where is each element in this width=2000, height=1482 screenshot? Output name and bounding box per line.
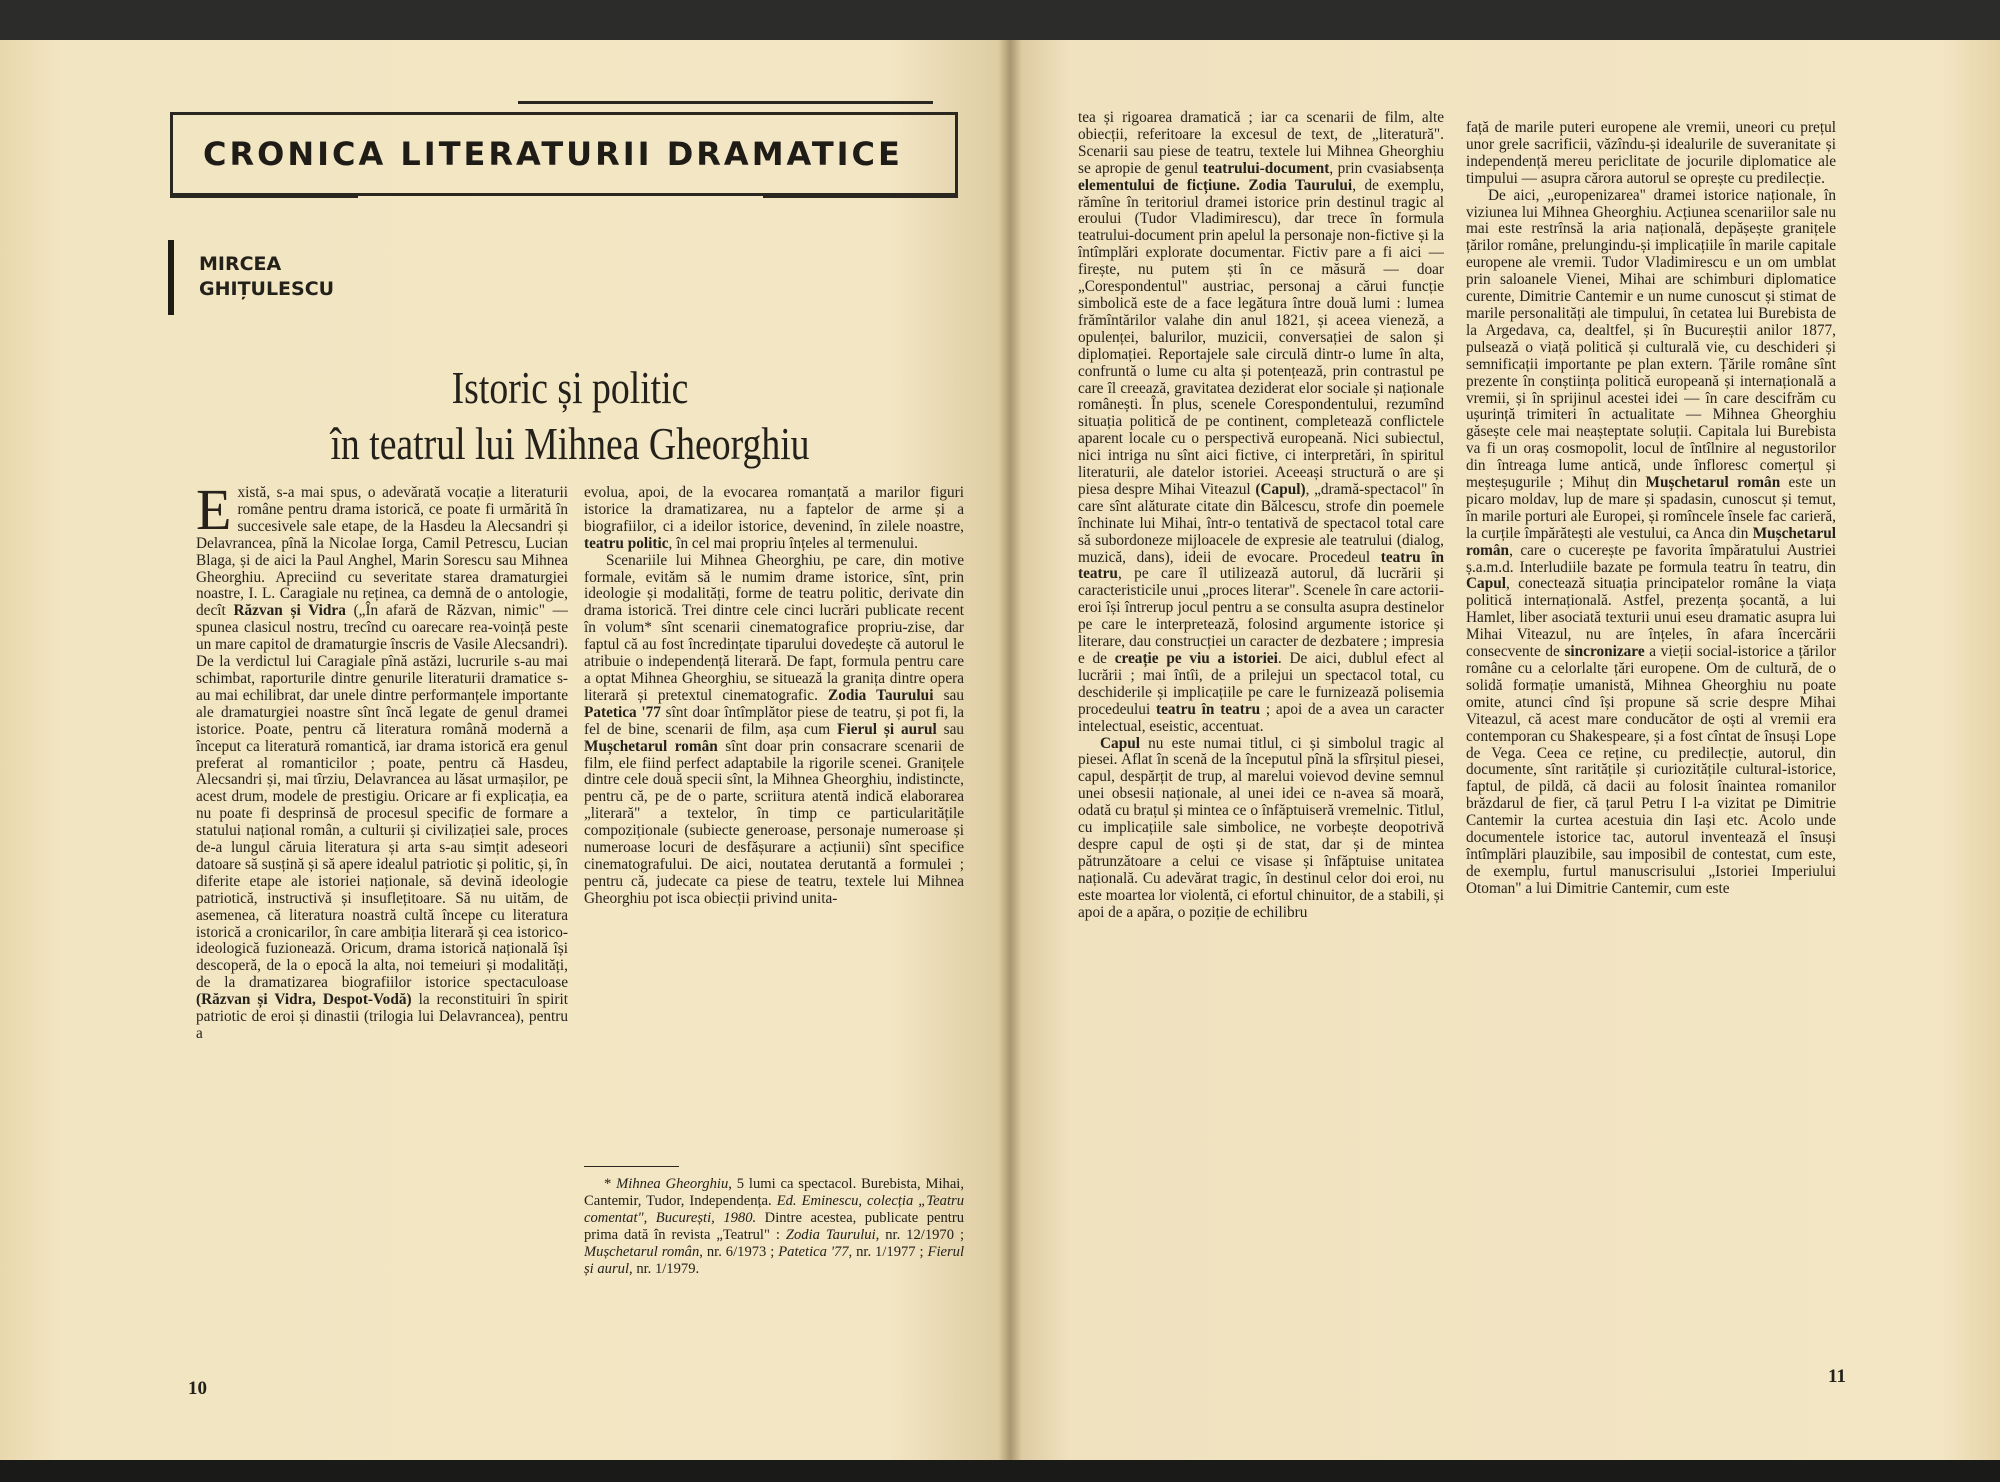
header-bottom-rule-right xyxy=(763,195,958,198)
binding-top-edge xyxy=(0,0,2000,40)
footnote-rule xyxy=(584,1166,679,1167)
header-bottom-rule-left xyxy=(170,195,358,198)
section-header-box xyxy=(170,112,958,196)
text-column-3 xyxy=(1078,110,1444,1340)
text-column-4 xyxy=(1466,120,1836,1340)
page-number-left: 10 xyxy=(188,1378,207,1399)
article-title xyxy=(316,360,824,472)
header-top-rule xyxy=(518,101,933,104)
footnote-text: * Mihnea Gheorghiu, 5 lumi ca spectacol. Burebista, Mihai, Cantemir, Tudor, Independența. Ed. Eminescu, colecția „Teatru comentat", București, 1980. Dintre acestea, publicate pentru prima dată în revista „Teatrul" : Zodia Taurului, nr. 12/1970 ; Mușchetarul român, nr. 6/1973 ; Patetica '77, nr. 1/1977 ; Fierul și aurul, nr. 1/1979. xyxy=(584,1176,964,1277)
author-bar xyxy=(168,240,174,315)
paragraph: De aici, „europenizarea" dramei istorice naționale, în viziunea lui Mihnea Gheorghiu. Acțiunea scenariilor sale nu mai este restrînsă la aria națională, depășește granițele țărilor române, prelungindu-și implicațiile în marile capitale europene ale vremii. Tudor Vladimirescu e un om umblat prin saloanele Vienei, Mihai are schimburi diplomatice curente, Dimitrie Cantemir e un nume cunoscut și stimat de marile personalități ale timpului, în cetatea lui Burebista de la Argedava, ca, dealtfel, și în Bucureștii anilor 1877, pulsează o viață politică și culturală vie, cu deschideri și semnificații importante pe plan extern. Țările române sînt prezente în conștiința politică europeană și internațională a vremii, și în sprijinul acestei idei — în care descifrăm cu ușurință trimiteri în actualitate — Mihnea Gheorghiu găsește cele mai neașteptate soluții. Capitala lui Burebista va fi un oraș cosmopolit, locul de întîlnire al negustorilor din întreaga lume antică, unde înfloresc comerțul și meșteșugurile ; Mihuț din Mușchetarul român este un picaro moldav, lup de mare și spadasin, cunoscut și temut, în marile porturi ale Europei, și romîncele însele fac carieră, la curțile împărătești ale vestului, ca Anca din Mușchetarul român, care o cucerește pe favorita împăratului Austriei ș.a.m.d. Interludiile bazate pe formula teatru în teatru, din Capul, conectează situația principatelor române la viața politică internațională. Astfel, prezența șocantă, a lui Hamlet, liber asociată texturii unui eseu dramatic asupra lui Mihai Viteazul, nu are înțeles, în afara încercării consecvente de sincronizare a vieții social-istorice a țărilor române cu a celorlalte țări europene. Om de cultură, de o solidă formație umanistă, Mihnea Gheorghiu nu poate omite, atunci cînd își propune să scrie despre Mihai Viteazul, că acest mare conducător de oști al vremii era contemporan cu Shakespeare, și a fost cîntat de însuși Lope de Vega. Ceea ce reține, cu predilecție, autorul, din documente, sînt raritățile și curiozitățile cultural-istorice, faptul, de pildă, că dacii au folosit înaintea romanilor brăzdarul de fier, că țarul Petru I l-a vizitat pe Dimitrie Cantemir la curtea acestuia din Iași etc. Acolo unde documentele istorice tac, autorul inventează el însuși întîmplări plauzibile, sau imposibil de contestat, cum este, de exemplu, furtul manuscrisului „Istoriei Imperiului Otoman" a lui Dimitrie Cantemir, cum este xyxy=(1466,186,1836,897)
paragraph: Există, s-a mai spus, o adevărată vocație a literaturii române pentru drama istorică, ce poate fi urmărită în succesivele sale etape, de la Hasdeu la Alecsandri și Delavrancea, pînă la Nicolae Iorga, Camil Petrescu, Lucian Blaga, și de aici la Paul Anghel, Marin Sorescu sau Mihnea Gheorghiu. Apreciind cu severitate starea dramaturgiei noastre, I. L. Caragiale nu reținea, ca demnă de o antologie, decît Răzvan și Vidra („În afară de Răzvan, nimic" — spunea clasicul nostru, trecînd cu oarecare rea-voință peste un mare capitol de dramaturgie înscris de Vasile Alecsandri). De la verdictul lui Caragiale pînă astăzi, lucrurile s-au mai schimbat, raporturile dintre genurile literaturii dramatice s-au mai echilibrat, dar unele dintre performanțele importante ale dramaturgiei noastre sînt încă legate de genul dramei istorice. Poate, pentru că literatura română modernă a început ca literatură romantică, iar drama istorică era genul preferat al romanticilor ; poate, pentru că Hasdeu, Alecsandri și, mai tîrziu, Delavrancea au lăsat urmașilor, pe acest drum, modele de prestigiu. Oricare ar fi explicația, ea nu poate fi desprinsă de procesul specific de formare a statului național român, a culturii și civilizației sale, proces de-a lungul căruia literatura și arta s-au simțit adeseori datoare să susțină și să apere idealul patriotic și politic, și, în diferite etape ale istoriei naționale, să devină ideologie patriotică, instructivă și insuflețitoare. Să nu uităm, de asemenea, că literatura noastră cultă începe cu literatura istorică a cronicarilor, în care ambiția literară și cea istorico-ideologică fuzionează. Oricum, drama istorică națională își descoperă, de la o epocă la alta, noi temeiuri și modalități, de la dramatizarea biografiilor istorice spectaculoase (Răzvan și Vidra, Despot-Vodă) la reconstituiri în spirit patriotic de eroi și dinastii (trilogia lui Delavrancea), pentru a xyxy=(196,485,568,1042)
author-last-name: GHIȚULESCU xyxy=(199,278,335,300)
page-number-right: 11 xyxy=(1828,1366,1846,1387)
paragraph: tea și rigoarea dramatică ; iar ca scenarii de film, alte obiecții, referitoare la excesul de text, de „literatură". Scenarii sau piese de teatru, textele lui Mihnea Gheorghiu se apropie de genul teatrului-document, prin cvasiabsența elementului de ficțiune. Zodia Taurului, de exemplu, rămîne în teritoriul dramei istorice prin destinul tragic al eroului (Tudor Vladimirescu), dar trece în formula teatrului-document prin apelul la personaje non-fictive și la întîmplări explorate documentar. Fictiv pare a fi aici — firește, nu putem ști în ce măsură — doar „Corespondentul" austriac, personaj a cărui funcție simbolică este de a face legătura între două lumi : lumea frămîntărilor valahe din anul 1821, și aceea vieneză, a opulenței, balurilor, muzicii, conversației de salon și diplomației. Reportajele sale circulă dintr-o lume în alta, confruntă o lume cu alta și potențează, prin contrastul pe care îl creează, gravitatea deziderat elor sociale și naționale românești. În plus, scenele Corespondentului, rezumînd situația politică de pe continent, completează conflictele aparent locale cu o perspectivă europeană. Nici subiectul, nici intriga nu sînt aici fictive, ci interpretări, în spiritul literaturii, ale datelor istoriei. Aceeași structură o are și piesa despre Mihai Viteazul (Capul), „dramă-spectacol" în care sînt alăturate citate din Bălcescu, strofe din poemele închinate lui Mihai, într-o tentativă de spectacol total care să subordoneze mijloacele de expresie ale teatrului (dialog, muzică, dans), ideii de evocare. Procedeul teatru în teatru, pe care îl utilizează autorul, dă lucrării și caracteristicile unui „proces literar". Scenele în care actorii-eroi își întrerup jocul pentru a se consulta asupra destinelor pe care le interpretează, folosind argumente istorice și literare, dau construcției un caracter de dezbatere ; impresia e de creație pe viu a istoriei. De aici, dublul efect al lucrării ; mai întîi, de a prilejui un spectacol total, cu deschiderile și implicațiile pe care le furnizează polisemia procedeului teatru în teatru ; apoi de a avea un caracter intelectual, eseistic, accentuat. xyxy=(1078,110,1444,735)
bottom-edge xyxy=(0,1460,2000,1482)
article-title-line2: în teatrul lui Mihnea Gheorghiu xyxy=(330,418,810,469)
article-title-line1: Istoric și politic xyxy=(451,362,689,413)
paragraph: evolua, apoi, de la evocarea romanțată a marilor figuri istorice la dramatizarea, nu a faptelor de arme și a biografiilor, ci a ideilor istorice, devenind, în zilele noastre, teatru politic, în cel mai propriu înțeles al termenului. xyxy=(584,485,964,552)
text-column-2 xyxy=(584,485,964,1165)
drop-cap: E xyxy=(196,485,232,542)
author-first-name: MIRCEA xyxy=(199,253,282,275)
paragraph: Scenariile lui Mihnea Gheorghiu, pe care, din motive formale, evităm să le numim drame istorice, sînt, prin ideologie și modalități, forme de teatru politic, derivate din drama istorică. Trei dintre cele cinci lucrări publicate recent în volum* sînt scenarii cinematografice propriu-zise, dar faptul că au fost încredințate tiparului dovedește că autorul le atribuie o independență literară. De fapt, formula pentru care a optat Mihnea Gheorghiu, se situează la granița dintre opera literară și pretextul cinematografic. Zodia Taurului sau Patetica '77 sînt doar întîmplător piese de teatru, și pot fi, la fel de bine, scenarii de film, așa cum Fierul și aurul sau Mușchetarul român sînt doar prin consacrare scenarii de film, ele fiind perfect adaptabile la rigorile scenei. Granițele dintre cele două specii sînt, la Mihnea Gheorghiu, indistincte, pentru că, pe de o parte, scriitura atentă indică elaborarea „literară" a textelor, în timp ce particularitățile compoziționale (subiecte generoase, personaje numeroase și numeroase locuri de desfășurare a acțiunii) sînt specifice cinematografului. De aici, noutatea derutantă a formulei ; pentru că, judecate ca piese de teatru, textele lui Mihnea Gheorghiu pot isca obiecții privind unita- xyxy=(584,551,964,907)
section-title: CRONICA LITERATURII DRAMATICE xyxy=(203,135,903,173)
text-column-1 xyxy=(196,485,568,1355)
paragraph: Capul nu este numai titlul, ci și simbolul tragic al piesei. Aflat în scenă de la începutul pînă la sfîrșitul piesei, capul, despărțit de trup, al marelui voievod devine semnul unei obsesii naționale, al unei idei ce n-avea să moară, odată cu brațul și mintea ce o înfăptuiseră vremelnic. Titlul, cu implicațiile sale simbolice, ne vorbește deopotrivă despre capul de oști și de stat, dar și de mintea pătrunzătoare a celui ce visase și înfăptuise unitatea națională. Cu adevărat tragic, în destinul celor doi eroi, nu este moartea lor violentă, ci efortul chinuitor, de a stabili, și apoi de a apăra, o poziție de echilibru xyxy=(1078,734,1444,921)
footnote xyxy=(584,1176,964,1346)
paragraph: față de marile puteri europene ale vremii, uneori cu prețul unor grele sacrificii, văzîndu-și idealurile de suveranitate și independență mereu periclitate de jocurile diplomatice ale timpului — asupra cărora autorul se oprește cu predilecție. xyxy=(1466,120,1836,187)
book-gutter xyxy=(998,40,1022,1460)
article-author xyxy=(199,252,334,302)
